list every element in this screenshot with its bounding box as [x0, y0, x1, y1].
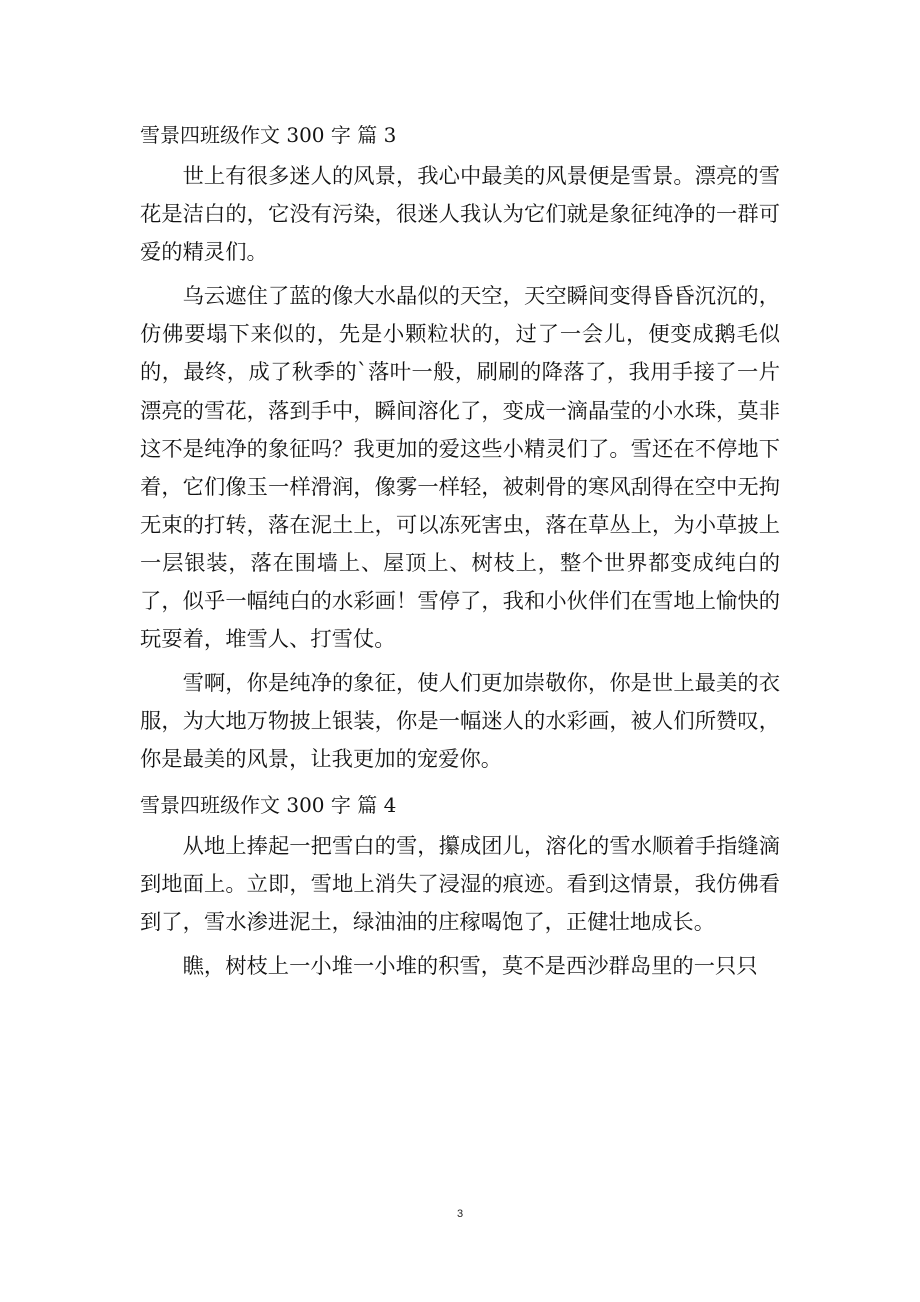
paragraph: 从地上捧起一把雪白的雪，攥成团儿，溶化的雪水顺着手指缝滴到地面上。立即，雪地上消失了浸湿的痕迹。看到这情景，我仿佛看到了，雪水渗进泥土，绿油油的庄稼喝饱了，正健壮地成长。 [140, 833, 780, 935]
page-number: 3 [456, 1208, 464, 1220]
paragraph: 世上有很多迷人的风景，我心中最美的风景便是雪景。漂亮的雪花是洁白的，它没有污染，很迷人我认为它们就是象征纯净的一群可爱的精灵们。 [140, 164, 780, 266]
section-heading-3: 雪景四班级作文 300 字 篇 3 [140, 123, 397, 147]
paragraph: 瞧，树枝上一小堆一小堆的积雪，莫不是西沙群岛里的一只只 [182, 953, 758, 979]
section-heading-4: 雪景四班级作文 300 字 篇 4 [140, 792, 397, 817]
document-body [140, 116, 780, 992]
paragraph: 乌云遮住了蓝的像大水晶似的天空，天空瞬间变得昏昏沉沉的，仿佛要塌下来似的，先是小颗粒状的，过了一会儿，便变成鹅毛似的，最终，成了秋季的`落叶一般，刷刷的降落了，我用手接了一片漂亮的雪花，落到手中，瞬间溶化了，变成一滴晶莹的小水珠，莫非这不是纯净的象征吗？我更加的爱这些小精灵们了。雪还在不停地下着，它们像玉一样滑润，像雾一样轻，被刺骨的寒风刮得在空中无拘无束的打转，落在泥土上，可以冻死害虫，落在草丛上，为小草披上一层银装，落在围墙上、屋顶上、树枝上，整个世界都变成纯白的了，似乎一幅纯白的水彩画！雪停了，我和小伙伴们在雪地上愉快的玩耍着，堆雪人、打雪仗。 [140, 284, 780, 653]
paragraph: 雪啊，你是纯净的象征，使人们更加崇敬你，你是世上最美的衣服，为大地万物披上银装，你是一幅迷人的水彩画，被人们所赞叹，你是最美的风景，让我更加的宠爱你。 [140, 671, 780, 773]
